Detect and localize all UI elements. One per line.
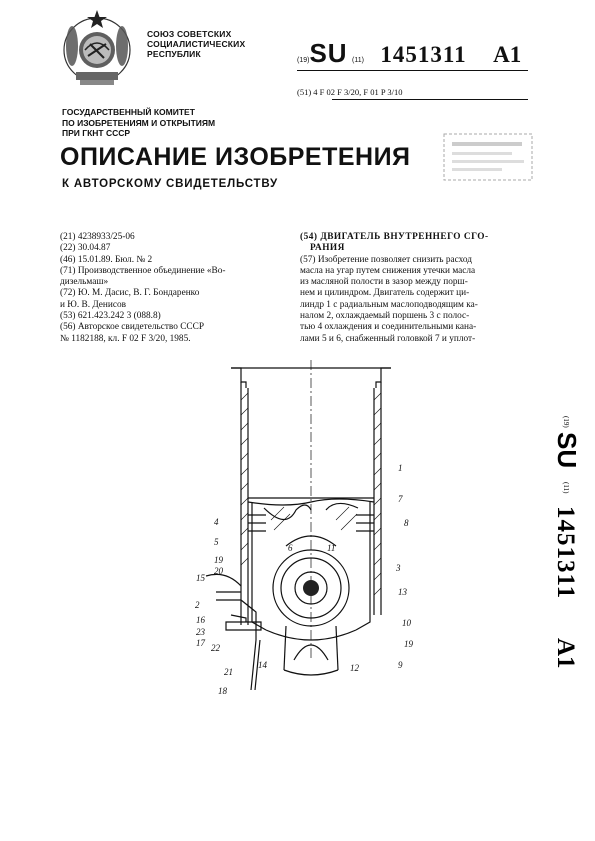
vertical-patent-number: 1451311 [552, 506, 579, 600]
technical-drawing [186, 360, 426, 705]
drawing-label: 8 [404, 518, 409, 528]
drawing-label: 11 [327, 543, 336, 553]
drawing-label: 21 [224, 667, 233, 677]
biblio-line: (22) 30.04.87 [60, 243, 111, 254]
drawing-label: 23 [196, 627, 205, 637]
invention-title-line: РАНИЯ [310, 243, 345, 254]
code-19: (19) [297, 57, 310, 64]
document-title: ОПИСАНИЕ ИЗОБРЕТЕНИЯ [60, 143, 411, 171]
drawing-label: 18 [218, 686, 227, 696]
biblio-line: и Ю. В. Денисов [60, 299, 127, 310]
committee-line: ГОСУДАРСТВЕННЫЙ КОМИТЕТ [62, 107, 195, 117]
patent-number: 1451311 [380, 42, 467, 67]
drawing-label: 12 [350, 663, 359, 673]
drawing-label: 13 [398, 587, 407, 597]
drawing-label: 15 [196, 573, 205, 583]
drawing-label: 10 [402, 618, 411, 628]
ipc-classification: (51) 4 F 02 F 3/20, F 01 P 3/10 [297, 87, 403, 97]
drawing-label: 2 [195, 600, 200, 610]
drawing-label: 19 [214, 555, 223, 565]
abstract-line: линдр 1 с радиальным маслоподводящим ка- [300, 299, 478, 310]
ussr-emblem [58, 6, 136, 88]
biblio-line: (72) Ю. М. Дасис, В. Г. Бондаренко [60, 288, 200, 299]
drawing-label: 20 [214, 566, 223, 576]
drawing-label: 7 [398, 494, 403, 504]
abstract-line: тью 4 охлаждения и соединительными кана- [300, 322, 477, 333]
biblio-line: (71) Производственное объединение «Во- [60, 265, 226, 276]
biblio-line: (21) 4238933/25-06 [60, 232, 135, 242]
drawing-label: 4 [214, 517, 219, 527]
biblio-line: № 1182188, кл. F 02 F 3/20, 1985. [60, 333, 191, 344]
country-name-line: РЕСПУБЛИК [147, 49, 201, 59]
country-name-line: СОЮЗ СОВЕТСКИХ [147, 29, 232, 39]
abstract-line: (57) Изобретение позволяет снизить расход [300, 254, 473, 265]
drawing-label: 14 [258, 660, 267, 670]
drawing-label: 1 [398, 463, 403, 473]
committee-line: ПО ИЗОБРЕТЕНИЯМ И ОТКРЫТИЯМ [62, 117, 216, 128]
vertical-code-19: (19) [562, 416, 570, 428]
vertical-patent-id [520, 410, 582, 710]
abstract-line: из масляной полости в зазор между порш- [300, 277, 468, 288]
library-stamp [440, 128, 540, 186]
code-11: (11) [352, 57, 364, 64]
vertical-code-11: (11) [562, 482, 570, 494]
kind-code: A1 [493, 42, 522, 67]
header-rule [297, 70, 528, 71]
drawing-label: 9 [398, 660, 403, 670]
committee-line: ПРИ ГКНТ СССР [62, 128, 131, 138]
abstract-line: нем и цилиндром. Двигатель содержит ци- [300, 288, 470, 299]
biblio-line: дизельмаш» [60, 277, 109, 288]
biblio-line: (56) Авторское свидетельство СССР [60, 322, 204, 333]
bibliographic-data [60, 232, 275, 345]
drawing-label: 3 [396, 563, 401, 573]
drawing-label: 17 [196, 638, 205, 648]
invention-title-line: (54) ДВИГАТЕЛЬ ВНУТРЕННЕГО СГО- [300, 232, 489, 242]
biblio-line: (53) 621.423.242 3 (088.8) [60, 311, 161, 322]
abstract-line: масла на угар путем снижения утечки масла [300, 265, 476, 276]
ipc-rule [332, 99, 528, 100]
drawing-label: 19 [404, 639, 413, 649]
drawing-label: 5 [214, 537, 219, 547]
drawing-label: 22 [211, 643, 220, 653]
biblio-line: (46) 15.01.89. Бюл. № 2 [60, 254, 153, 265]
country-name-line: СОЦИАЛИСТИЧЕСКИХ [147, 39, 246, 49]
drawing-label: 6 [288, 543, 293, 553]
abstract-line: лами 5 и 6, снабженный головкой 7 и уплот- [300, 333, 476, 344]
document-subtitle: К АВТОРСКОМУ СВИДЕТЕЛЬСТВУ [62, 178, 278, 190]
abstract [300, 232, 545, 345]
country-code: SU [309, 38, 348, 68]
vertical-country: SU [552, 432, 582, 469]
vertical-kind: A1 [552, 638, 579, 669]
patent-id-line [297, 38, 521, 69]
drawing-label: 16 [196, 615, 205, 625]
country-name [147, 29, 245, 59]
committee [62, 107, 215, 139]
abstract-line: налом 2, охлаждаемый поршень 3 с полос- [300, 311, 470, 322]
